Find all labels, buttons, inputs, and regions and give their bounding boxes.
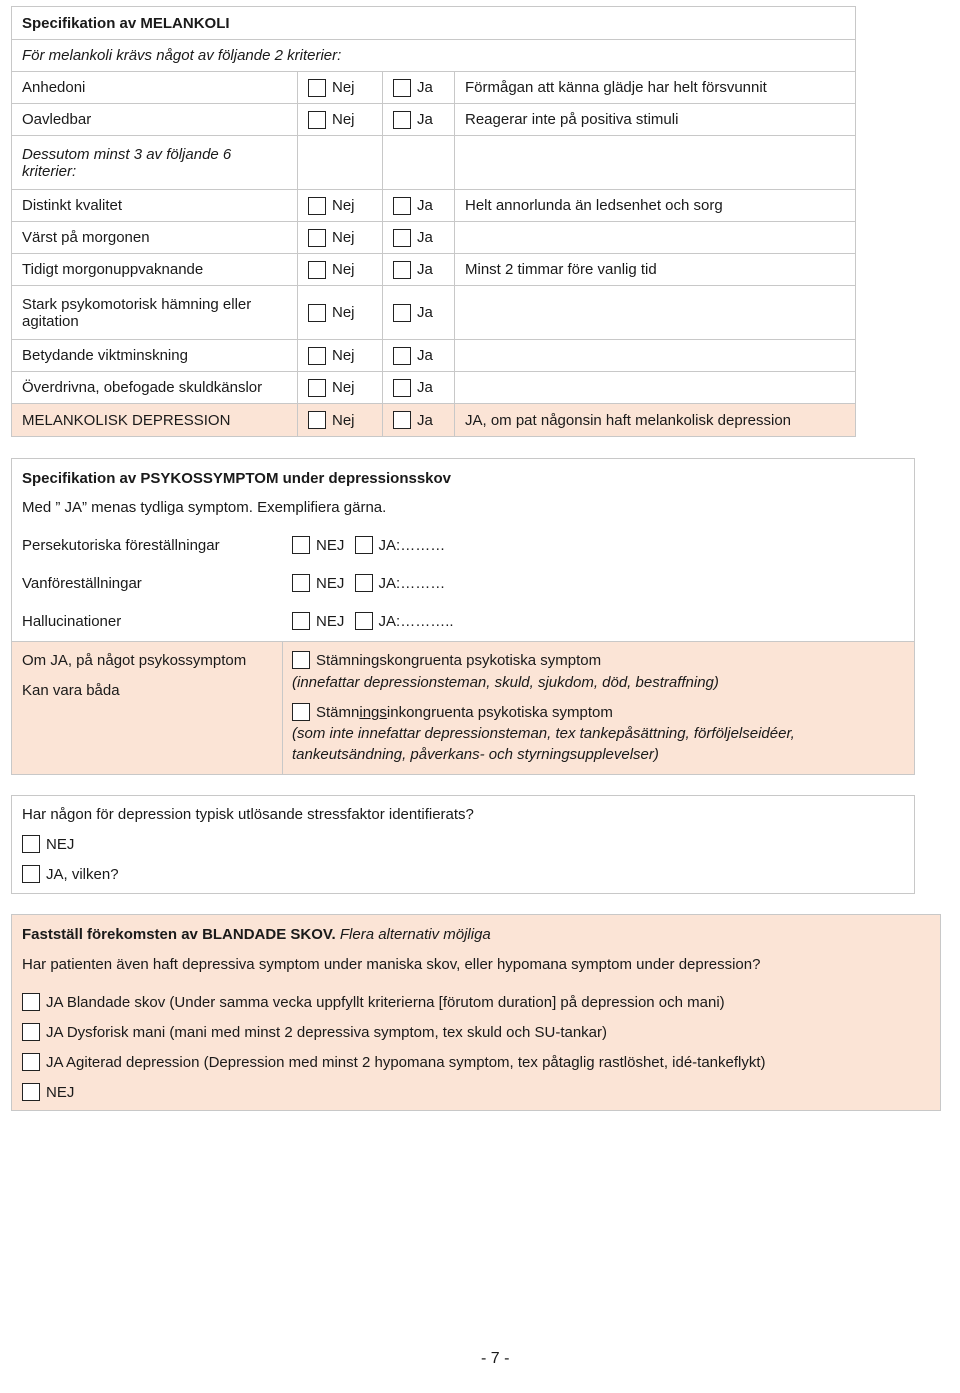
ja-label: JA:……… (378, 536, 446, 554)
table-row (12, 286, 856, 340)
nej-checkbox[interactable] (308, 197, 326, 215)
nej-label: Nej (332, 379, 355, 397)
criterion-label: Betydande viktminskning (12, 340, 298, 372)
ja-checkbox[interactable] (393, 229, 411, 247)
table-row (12, 222, 856, 254)
option-label: JA Agiterad depression (Depression med minst 2 hypomana symptom, tex påtaglig rastlöshet, idé-tankeflykt) (46, 1053, 766, 1071)
criterion-label: Anhedoni (12, 72, 298, 104)
criterion-note (455, 372, 856, 404)
nej-checkbox[interactable] (292, 536, 310, 554)
label-line2: agitation (22, 312, 79, 330)
ja-checkbox[interactable] (355, 612, 373, 630)
blandade-option (22, 1083, 74, 1101)
ja-label: Ja (417, 304, 433, 322)
blandade-option (22, 1053, 766, 1071)
om-ja-label: Om JA, på något psykossymptom (22, 652, 247, 669)
table-row (12, 254, 856, 286)
ja-checkbox[interactable] (393, 411, 411, 429)
inkongruenta-part-a: Stämn (316, 703, 360, 721)
criterion-label: Distinkt kvalitet (12, 190, 298, 222)
criterion-label (12, 286, 298, 340)
blandade-heading (22, 926, 491, 943)
inkongruenta-checkbox[interactable] (292, 703, 310, 721)
kongruenta-option (292, 651, 601, 669)
psykos-intro: Med ” JA” menas tydliga symptom. Exemplifiera gärna. (22, 499, 387, 516)
stress-option-nej (22, 835, 74, 853)
inkongruenta-part-b: ings (359, 703, 387, 721)
ja-label: Ja (417, 347, 433, 365)
nej-label: NEJ (316, 574, 345, 592)
criterion-note: Reagerar inte på positiva stimuli (455, 104, 856, 136)
nej-checkbox[interactable] (308, 347, 326, 365)
ja-label: Ja (417, 411, 433, 429)
summary-row (12, 404, 856, 437)
psykos-item-label: Vanföreställningar (22, 575, 142, 592)
criterion-note (455, 286, 856, 340)
nej-checkbox[interactable] (308, 261, 326, 279)
kongruenta-checkbox[interactable] (292, 651, 310, 669)
criterion-label: Överdrivna, obefogade skuldkänslor (12, 372, 298, 404)
ja-checkbox[interactable] (393, 111, 411, 129)
nej-checkbox[interactable] (308, 411, 326, 429)
melankoli-intro: För melankoli krävs något av följande 2 kriterier: (12, 40, 856, 72)
nej-checkbox[interactable] (292, 612, 310, 630)
option-checkbox[interactable] (22, 993, 40, 1011)
psykos-title: Specifikation av PSYKOSSYMPTOM under depressionsskov (22, 470, 452, 487)
ja-checkbox[interactable] (22, 865, 40, 883)
nej-checkbox[interactable] (22, 835, 40, 853)
psykos-item-options (292, 574, 445, 592)
nej-label: Nej (332, 229, 355, 247)
ja-label: Ja (417, 197, 433, 215)
ja-checkbox[interactable] (393, 347, 411, 365)
kongruenta-desc: (innefattar depressionsteman, skuld, sjukdom, död, bestraffning) (292, 674, 719, 691)
nej-label: Nej (332, 197, 355, 215)
nej-label: Nej (332, 347, 355, 365)
page-number: - 7 - (481, 1350, 510, 1367)
psykos-item-label: Hallucinationer (22, 613, 122, 630)
ja-label: JA:……… (378, 574, 446, 592)
nej-label: Nej (332, 79, 355, 97)
criterion-note: Helt annorlunda än ledsenhet och sorg (455, 190, 856, 222)
table-row (12, 72, 856, 104)
ja-checkbox[interactable] (393, 79, 411, 97)
ja-label: Ja (417, 261, 433, 279)
nej-checkbox[interactable] (292, 574, 310, 592)
inkongruenta-option (292, 703, 613, 721)
option-label: JA, vilken? (46, 865, 119, 883)
ja-label: JA:……….. (378, 612, 454, 630)
kongruenta-label: Stämningskongruenta psykotiska symptom (316, 651, 602, 669)
criterion-label: Värst på morgonen (12, 222, 298, 254)
option-checkbox[interactable] (22, 1023, 40, 1041)
intro2-line1: Dessutom minst 3 av följande 6 (22, 145, 232, 163)
ja-checkbox[interactable] (355, 536, 373, 554)
ja-label: Ja (417, 79, 433, 97)
blandade-question: Har patienten även haft depressiva symptom under maniska skov, eller hypomana symptom under depression? (22, 956, 761, 973)
melankoli-table (11, 6, 856, 437)
option-checkbox[interactable] (22, 1053, 40, 1071)
nej-checkbox[interactable] (308, 111, 326, 129)
nej-label: NEJ (316, 612, 345, 630)
option-label: NEJ (46, 835, 75, 853)
psykos-item-options (292, 536, 445, 554)
option-label: JA Dysforisk mani (mani med minst 2 depressiva symptom, tex skuld och SU-tankar) (46, 1023, 608, 1041)
stress-option-ja (22, 865, 119, 883)
inkongruenta-desc-2: tankeutsändning, påverkans- och styrningsupplevelser) (292, 746, 659, 763)
criterion-note (455, 222, 856, 254)
intro2-line2: kriterier: (22, 162, 77, 180)
inkongruenta-label (316, 704, 613, 721)
nej-checkbox[interactable] (308, 229, 326, 247)
blandade-option (22, 1023, 607, 1041)
kan-vara-label: Kan vara båda (22, 682, 120, 699)
ja-label: Ja (417, 111, 433, 129)
label-line1: Stark psykomotorisk hämning eller (22, 295, 252, 313)
criterion-label: Oavledbar (12, 104, 298, 136)
inkongruenta-part-c: inkongruenta psykotiska symptom (386, 703, 613, 721)
ja-label: Ja (417, 229, 433, 247)
blandade-section (11, 914, 941, 1111)
option-label: JA Blandade skov (Under samma vecka uppfyllt kriterierna [förutom duration] på depression och mani) (46, 993, 725, 1011)
ja-label: Ja (417, 379, 433, 397)
melankoli-title: Specifikation av MELANKOLI (12, 7, 856, 40)
blandade-option (22, 993, 725, 1011)
ja-checkbox[interactable] (355, 574, 373, 592)
summary-note: JA, om pat någonsin haft melankolisk depression (455, 404, 856, 437)
ja-checkbox[interactable] (393, 261, 411, 279)
nej-label: NEJ (316, 536, 345, 554)
inkongruenta-desc-1: (som inte innefattar depressionsteman, tex tankepåsättning, förföljelseidéer, (292, 725, 795, 742)
psykos-item-options (292, 612, 454, 630)
nej-label: Nej (332, 304, 355, 322)
nej-label: Nej (332, 411, 355, 429)
table-row (12, 104, 856, 136)
blandade-subtitle: Flera alternativ möjliga (339, 926, 491, 943)
criterion-note: Minst 2 timmar före vanlig tid (455, 254, 856, 286)
ja-checkbox[interactable] (393, 379, 411, 397)
criterion-label: Tidigt morgonuppvaknande (12, 254, 298, 286)
melankoli-intro2 (12, 136, 298, 190)
summary-label: MELANKOLISK DEPRESSION (12, 404, 298, 437)
psykos-item-label: Persekutoriska föreställningar (22, 537, 220, 554)
nej-checkbox[interactable] (308, 379, 326, 397)
stress-question: Har någon för depression typisk utlösande stressfaktor identifierats? (22, 806, 474, 823)
blandade-title: Fastställ förekomsten av BLANDADE SKOV. (22, 926, 336, 943)
table-row (12, 340, 856, 372)
ja-checkbox[interactable] (393, 197, 411, 215)
ja-checkbox[interactable] (393, 304, 411, 322)
nej-label: Nej (332, 261, 355, 279)
criterion-note (455, 340, 856, 372)
criterion-note: Förmågan att känna glädje har helt försvunnit (455, 72, 856, 104)
option-checkbox[interactable] (22, 1083, 40, 1101)
divider (282, 641, 283, 775)
table-row (12, 372, 856, 404)
nej-label: Nej (332, 111, 355, 129)
option-label: NEJ (46, 1083, 75, 1101)
nej-checkbox[interactable] (308, 79, 326, 97)
nej-checkbox[interactable] (308, 304, 326, 322)
table-row (12, 190, 856, 222)
